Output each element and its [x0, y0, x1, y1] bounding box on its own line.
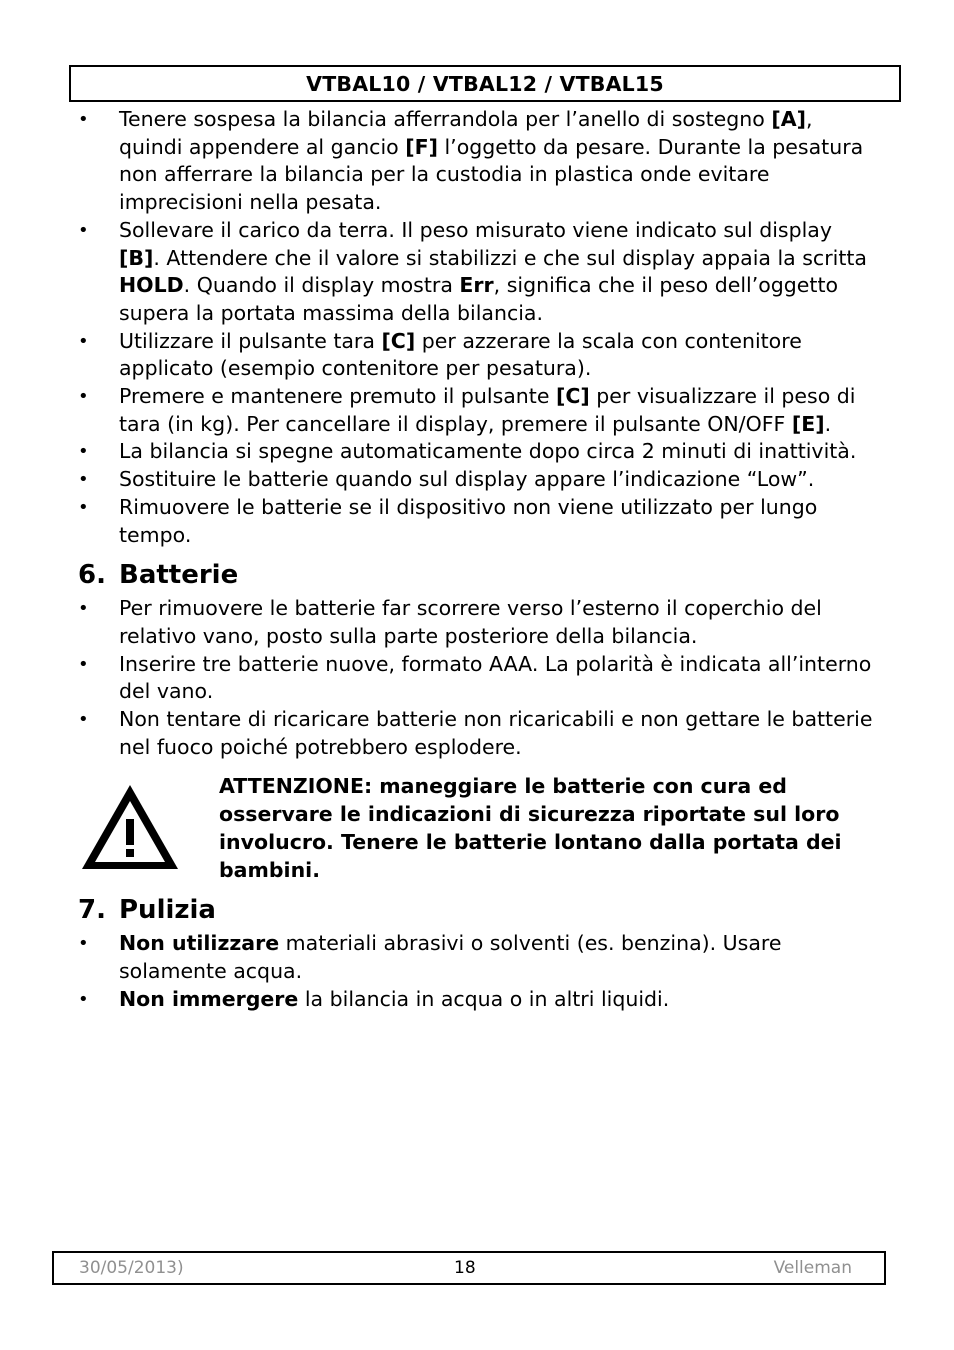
- section-title: Pulizia: [119, 895, 216, 926]
- batterie-list: [78, 595, 878, 761]
- section-heading-pulizia: [78, 892, 878, 928]
- page-number: 18: [454, 1258, 476, 1278]
- pulizia-list: [78, 930, 878, 1013]
- bold-term: [F]: [405, 134, 438, 159]
- bold-term: [C]: [381, 328, 416, 353]
- list-item: • La bilancia si spegne automaticamente dopo circa 2 minuti di inattività.: [78, 438, 878, 466]
- list-item: • Non tentare di ricaricare batterie non ricaricabili e non gettare le batterie nel fuoco poiché potrebbero esplodere.: [78, 706, 878, 761]
- list-item: • Sostituire le batterie quando sul display appare l’indicazione “Low”.: [78, 466, 878, 494]
- bold-term: [B]: [119, 245, 154, 270]
- page-footer: [52, 1251, 886, 1285]
- list-item: • Non utilizzare materiali abrasivi o solventi (es. benzina). Usare solamente acqua.: [78, 930, 878, 985]
- bold-term: Err: [459, 273, 494, 298]
- list-item: • Non immergere la bilancia in acqua o in altri liquidi.: [78, 986, 878, 1014]
- section-number: 6.: [78, 560, 106, 591]
- bold-term: Non utilizzare: [119, 931, 280, 956]
- header-title: VTBAL10 / VTBAL12 / VTBAL15: [306, 71, 664, 96]
- document-header: [69, 65, 901, 102]
- bold-term: [A]: [771, 107, 806, 131]
- list-item: • Utilizzare il pulsante tara [C] per azzerare la scala con contenitore applicato (esempio contenitore per pesatura).: [78, 328, 878, 383]
- warning-block: [78, 773, 878, 884]
- list-item: • Tenere sospesa la bilancia afferrandola per l’anello di sostegno [A], quindi appendere al gancio [F] l’oggetto da pesare. Durante la pesatura non afferrare la bilancia per la custodia in plastica onde evitare imprecisioni nella pesata.: [78, 106, 878, 217]
- bold-term: [E]: [791, 411, 825, 436]
- section-number: 7.: [78, 895, 106, 926]
- footer-date: 30/05/2013): [79, 1258, 184, 1278]
- bold-term: [C]: [555, 384, 590, 409]
- section-heading-batterie: [78, 557, 878, 593]
- list-item: • Rimuovere le batterie se il dispositivo non viene utilizzato per lungo tempo.: [78, 494, 878, 549]
- list-item: • Per rimuovere le batterie far scorrere verso l’esterno il coperchio del relativo vano, posto sulla parte posteriore della bilancia.: [78, 595, 878, 650]
- section-title: Batterie: [119, 560, 239, 591]
- list-item: • Premere e mantenere premuto il pulsante [C] per visualizzare il peso di tara (in kg). Per cancellare il display, premere il pulsante ON/OFF [E].: [78, 383, 878, 438]
- list-item: • Inserire tre batterie nuove, formato AAA. La polarità è indicata all’interno del vano.: [78, 651, 878, 706]
- page-content: [78, 106, 878, 1013]
- footer-brand: Velleman: [773, 1258, 852, 1278]
- warning-text: ATTENZIONE: maneggiare le batterie con cura ed osservare le indicazioni di sicurezza riportate sul loro involucro. Tenere le batterie lontano dalla portata dei bambini.: [219, 774, 842, 882]
- usage-list: [78, 106, 878, 549]
- bold-term: HOLD: [119, 273, 184, 298]
- bold-term: Non immergere: [119, 986, 299, 1011]
- warning-triangle-icon: [78, 781, 182, 873]
- list-item: • Sollevare il carico da terra. Il peso misurato viene indicato sul display [B]. Attendere che il valore si stabilizzi e che sul display appaia la scritta HOLD. Quando il display mostra Err, significa che il peso dell’oggetto supera la portata massima della bilancia.: [78, 217, 878, 328]
